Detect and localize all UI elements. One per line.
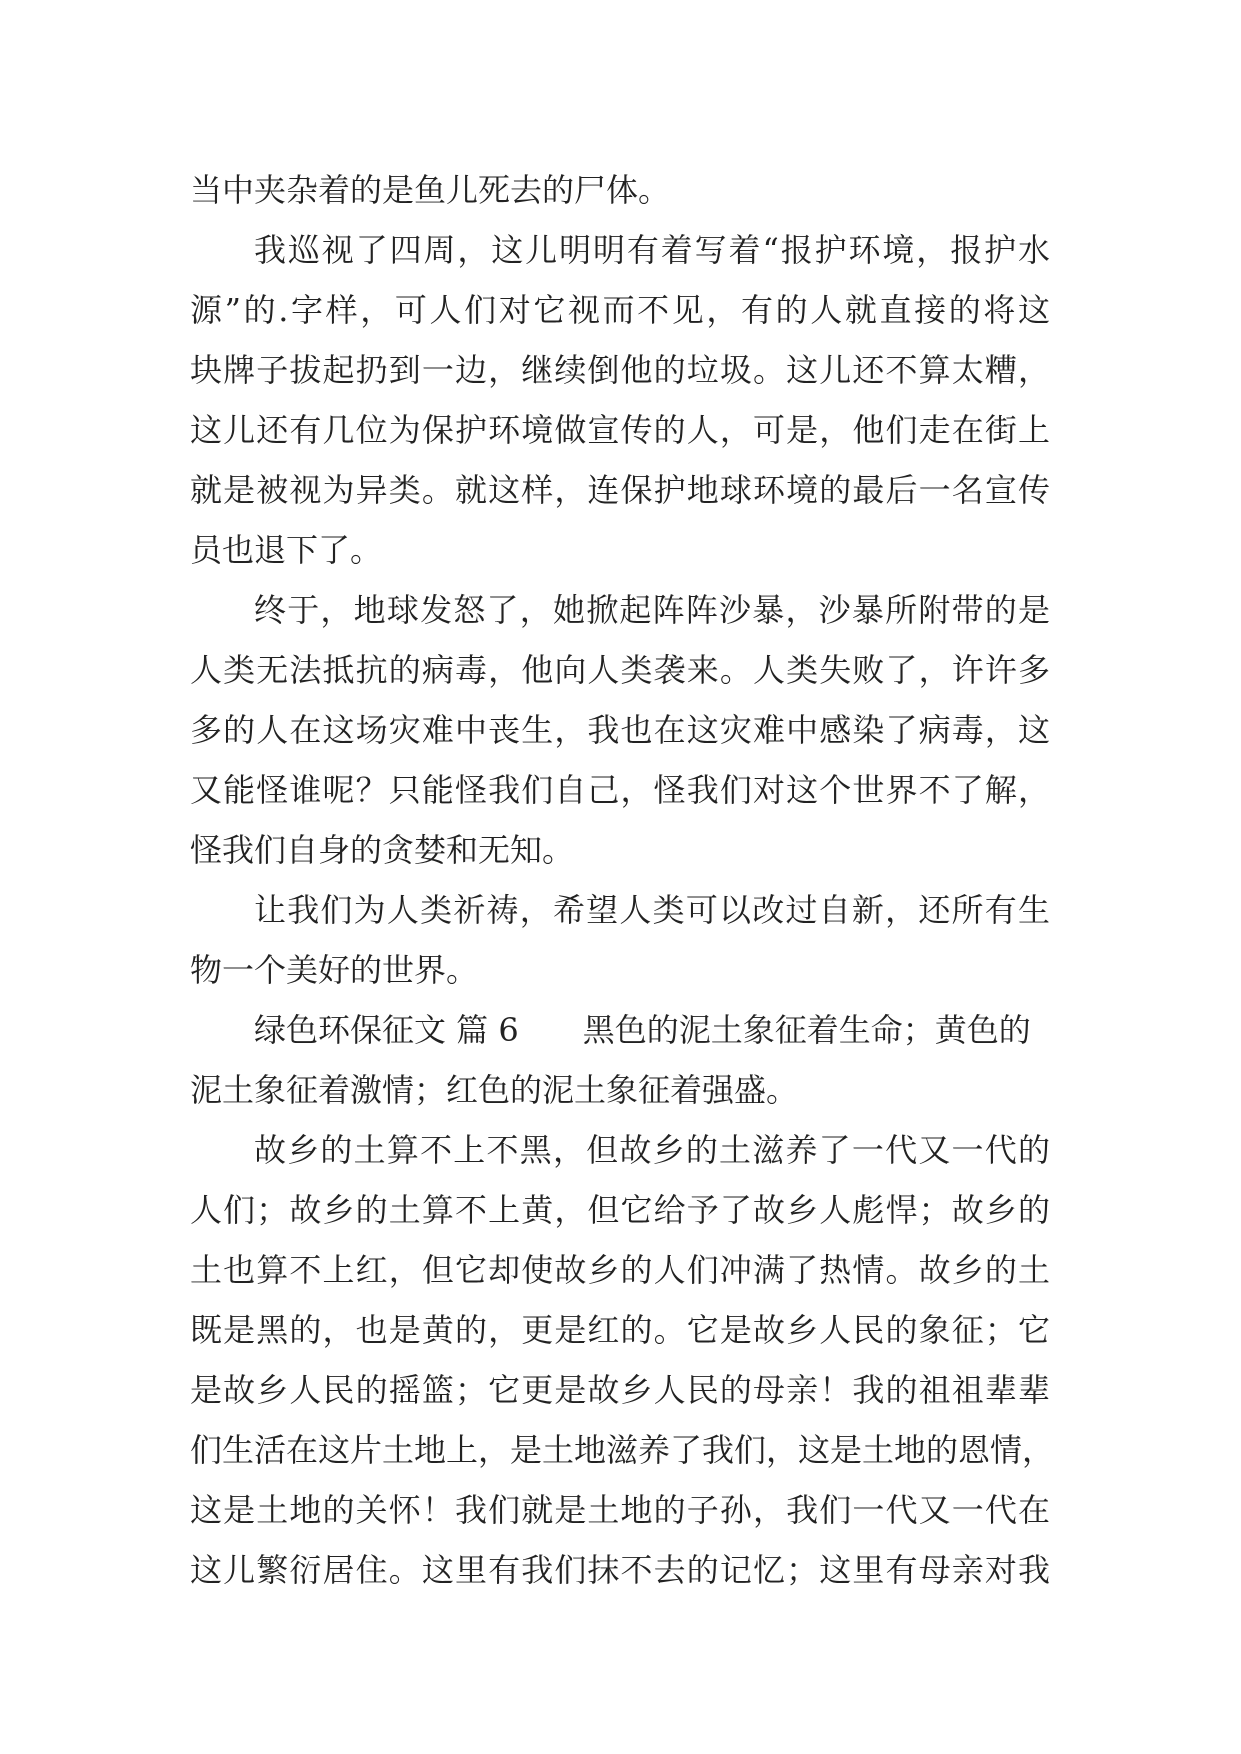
text-line: 这儿繁衍居住。这里有我们抹不去的记忆；这里有母亲对我	[190, 1551, 1050, 1589]
text-line: 泥土象征着激情；红色的泥土象征着强盛。	[190, 1071, 799, 1109]
text-line: 又能怪谁呢？只能怪我们自己，怪我们对这个世界不了解，	[190, 771, 1050, 809]
text-line: 块牌子拔起扔到一边，继续倒他的垃圾。这儿还不算太糟，	[190, 351, 1050, 389]
text-line: 怪我们自身的贪婪和无知。	[190, 831, 575, 869]
text-line: 员也退下了。	[190, 531, 383, 569]
text-line: 就是被视为异类。就这样，连保护地球环境的最后一名宣传	[190, 471, 1050, 509]
text-line: 当中夹杂着的是鱼儿死去的尸体。	[190, 171, 671, 209]
text-line: 土也算不上红，但它却使故乡的人们冲满了热情。故乡的土	[190, 1251, 1050, 1289]
section-heading: 绿色环保征文 篇 6	[254, 1011, 519, 1049]
text-line: 物一个美好的世界。	[190, 951, 479, 989]
text-line: 让我们为人类祈祷，希望人类可以改过自新，还所有生	[254, 891, 1050, 929]
text-line: 源”的.字样，可人们对它视而不见，有的人就直接的将这	[190, 291, 1050, 329]
text-line: 们生活在这片土地上，是土地滋养了我们，这是土地的恩情，	[190, 1431, 1055, 1469]
text-line-continuation: 黑色的泥土象征着生命；黄色的	[582, 1011, 1031, 1049]
text-line: 这儿还有几位为保护环境做宣传的人，可是，他们走在街上	[190, 411, 1050, 449]
text-line: 人类无法抵抗的病毒，他向人类袭来。人类失败了，许许多	[190, 651, 1050, 689]
document-body	[190, 160, 1055, 1600]
text-line: 这是土地的关怀！我们就是土地的子孙，我们一代又一代在	[190, 1491, 1050, 1529]
text-line: 人们；故乡的土算不上黄，但它给予了故乡人彪悍；故乡的	[190, 1191, 1050, 1229]
section-heading-line	[190, 1000, 1050, 1060]
text-line: 终于，地球发怒了，她掀起阵阵沙暴，沙暴所附带的是	[254, 591, 1050, 629]
text-line: 我巡视了四周，这儿明明有着写着“报护环境，报护水	[254, 231, 1050, 269]
text-line: 故乡的土算不上不黑，但故乡的土滋养了一代又一代的	[254, 1131, 1050, 1169]
text-line: 是故乡人民的摇篮；它更是故乡人民的母亲！我的祖祖辈辈	[190, 1371, 1050, 1409]
text-line: 多的人在这场灾难中丧生，我也在这灾难中感染了病毒，这	[190, 711, 1050, 749]
text-line: 既是黑的，也是黄的，更是红的。它是故乡人民的象征；它	[190, 1311, 1050, 1349]
